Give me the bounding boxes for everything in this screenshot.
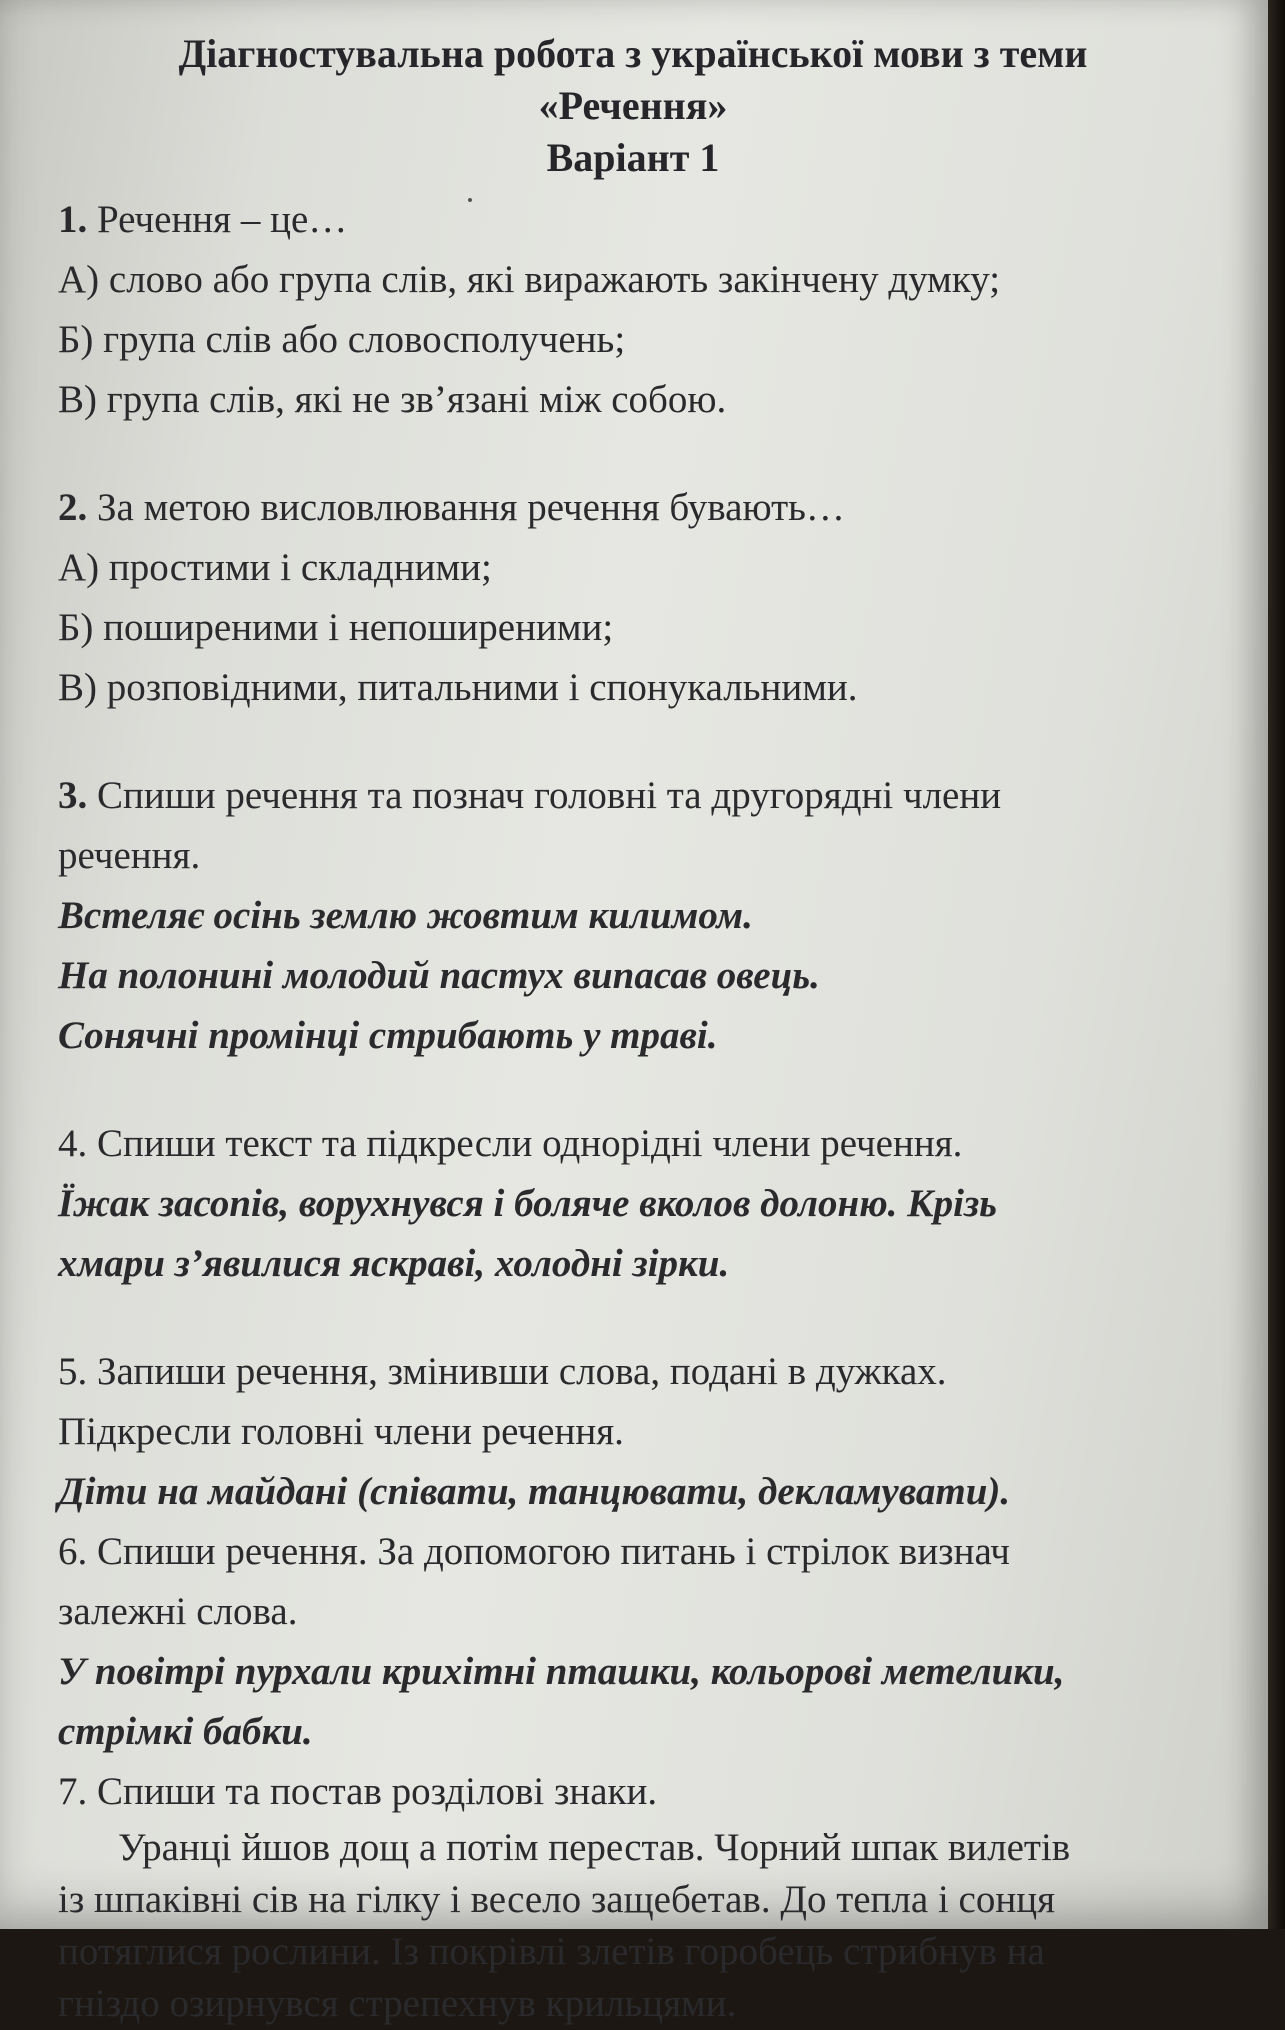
- task-3: [58, 766, 1208, 1066]
- task-5-question: [58, 1342, 1208, 1402]
- answer-option-c: В) розповідними, питальними і спонукальними.: [58, 666, 858, 709]
- exercise-text: із шпаківні сів на гілку і весело защебетав. До тепла і сонця: [58, 1878, 1056, 1921]
- background-edge: [1268, 0, 1285, 1929]
- task-5: [58, 1342, 1208, 1522]
- exercise-text: Уранці йшов дощ а потім перестав. Чорний шпак вилетів: [118, 1826, 1071, 1869]
- task-text-continued: речення.: [58, 834, 201, 877]
- task-text: Спиши та постав розділові знаки.: [97, 1770, 658, 1813]
- task-number: 1.: [58, 198, 88, 241]
- task-1-question: [58, 190, 1208, 250]
- task-number: 2.: [58, 486, 88, 529]
- exercise-text: потяглися рослини. Із покрівлі злетів горобець стрибнув на: [58, 1930, 1045, 1973]
- example-sentence: Сонячні промінці стрибають у траві.: [58, 1014, 718, 1057]
- task-1: [58, 190, 1208, 430]
- answer-option-b: Б) поширеними і непоширеними;: [58, 606, 614, 649]
- task-number: 4.: [58, 1122, 88, 1165]
- answer-option-b: Б) група слів або словосполучень;: [58, 318, 626, 361]
- task-text: Спиши речення. За допомогою питань і стрілок визнач: [97, 1530, 1010, 1573]
- title-line-2: «Речення»: [538, 83, 728, 128]
- example-text: хмари з’явилися яскраві, холодні зірки.: [58, 1242, 730, 1285]
- task-3-question: [58, 766, 1208, 826]
- task-number: 3.: [58, 774, 88, 817]
- document-title: [58, 28, 1208, 184]
- task-text: Спиши текст та підкресли однорідні члени речення.: [97, 1122, 963, 1165]
- task-number: 6.: [58, 1530, 88, 1573]
- task-2-question: [58, 478, 1208, 538]
- example-sentence: стрімкі бабки.: [58, 1710, 313, 1753]
- title-line-1: Діагностувальна робота з української мови з теми: [178, 31, 1088, 76]
- task-4: [58, 1114, 1208, 1294]
- answer-option-c: В) група слів, які не зв’язані між собою.: [58, 378, 727, 421]
- document-body: [58, 28, 1208, 2030]
- task-2: [58, 478, 1208, 718]
- task-text-continued: залежні слова.: [58, 1590, 298, 1633]
- task-6-question: [58, 1522, 1208, 1582]
- task-text: Речення – це…: [97, 198, 348, 241]
- example-sentence: Діти на майдані (співати, танцювати, декламувати).: [58, 1470, 1011, 1513]
- task-4-question: [58, 1114, 1208, 1174]
- example-sentence: У повітрі пурхали крихітні пташки, кольорові метелики,: [58, 1650, 1065, 1693]
- task-number: 5.: [58, 1350, 88, 1393]
- task-6: [58, 1522, 1208, 1762]
- task-number: 7.: [58, 1770, 88, 1813]
- variant-label: Варіант 1: [546, 135, 720, 180]
- example-sentence: На полонині молодий пастух випасав овець.: [58, 954, 820, 997]
- answer-option-a: А) простими і складними;: [58, 546, 492, 589]
- task-text-continued: Підкресли головні члени речення.: [58, 1410, 624, 1453]
- task-text: Запиши речення, змінивши слова, подані в дужках.: [97, 1350, 947, 1393]
- answer-option-a: А) слово або група слів, які виражають закінчену думку;: [58, 258, 1001, 301]
- example-sentence: Встеляє осінь землю жовтим килимом.: [58, 894, 753, 937]
- example-text: Їжак засопів, ворухнувся і боляче вколов долоню. Крізь: [58, 1182, 997, 1225]
- task-text: За метою висловлювання речення бувають…: [97, 486, 845, 529]
- task-7-question: [58, 1762, 1208, 1822]
- exercise-text: гніздо озирнувся стрепехнув крильцями.: [58, 1982, 737, 2025]
- task-7: [58, 1762, 1208, 2030]
- task-text: Спиши речення та познач головні та другорядні члени: [97, 774, 1002, 817]
